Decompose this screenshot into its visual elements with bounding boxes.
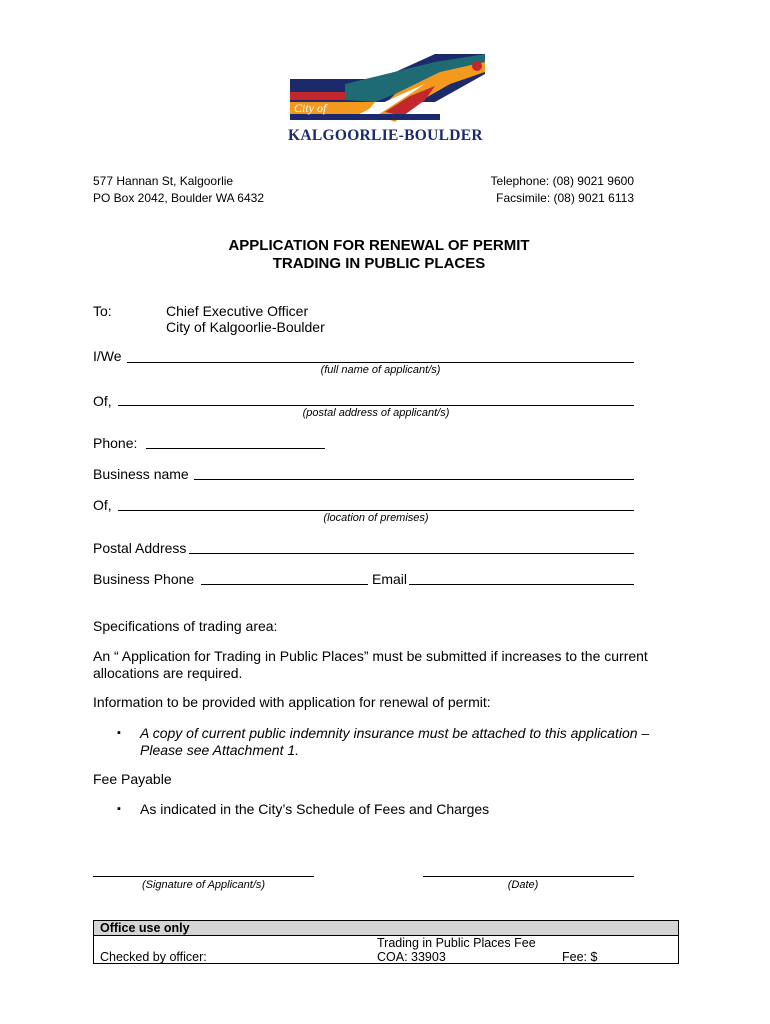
iwe-label: I/We [93,348,122,364]
bullet-marker: ▪ [117,727,121,739]
checked-by-officer: Checked by officer: [100,950,207,964]
facsimile: Facsimile: (08) 9021 6113 [496,191,634,205]
phone-field[interactable] [146,448,325,449]
email-label: Email [372,571,408,587]
po-box: PO Box 2042, Boulder WA 6432 [93,191,264,205]
spec-note: An “ Application for Trading in Public Places” must be submitted if increases to the current allocations are required. [93,648,648,681]
fee-note: As indicated in the City’s Schedule of Fees and Charges [140,801,490,817]
form-title-line2: TRADING IN PUBLIC PLACES [272,255,486,272]
of-label: Of, [93,393,112,409]
telephone: Telephone: (08) 9021 9600 [490,174,634,188]
info-label: Information to be provided with application for renewal of permit: [93,694,491,710]
logo-script-text: City of [294,101,327,115]
of-premises-label: Of, [93,497,112,513]
signature-hint: (Signature of Applicant/s) [141,879,266,891]
premises-location-field[interactable] [118,510,634,511]
spec-label: Specifications of trading area: [93,618,278,634]
business-phone-field[interactable] [201,584,368,585]
signature-field[interactable] [93,876,314,877]
insurance-requirement: A copy of current public indemnity insurance must be attached to this application – Please see Attachment 1. [140,725,650,758]
applicant-name-hint: (full name of applicant/s) [320,364,441,376]
email-field[interactable] [409,584,634,585]
bullet-marker: ▪ [117,803,121,815]
applicant-name-field[interactable] [127,362,634,363]
trading-fee-label: Trading in Public Places Fee [377,936,536,950]
coa-code: COA: 33903 [377,950,446,964]
street-address: 577 Hannan St, Kalgoorlie [93,174,234,188]
postal-address-field[interactable] [189,553,634,554]
date-hint: (Date) [507,879,539,891]
office-use-box [93,920,679,964]
phone-label: Phone: [93,435,138,451]
business-name-field[interactable] [194,479,634,480]
to-label: To: [93,303,112,319]
address-left [93,173,264,207]
logo-name-text: KALGOORLIE-BOULDER [288,127,483,144]
fee-payable-label: Fee Payable [93,771,172,787]
business-phone-label: Business Phone [93,571,195,587]
address-right [480,173,634,207]
premises-location-hint: (location of premises) [323,512,429,524]
postal-address-hint: (postal address of applicant/s) [302,407,450,419]
date-field[interactable] [423,876,634,877]
postal-address-of-applicant-field[interactable] [118,405,634,406]
to-recipient-line2: City of Kalgoorlie-Boulder [166,319,325,335]
form-title-line1: APPLICATION FOR RENEWAL OF PERMIT [228,237,530,254]
business-name-label: Business name [93,466,189,482]
postal-address-label: Postal Address [93,540,187,556]
to-recipient-line1: Chief Executive Officer [166,303,309,319]
office-use-heading: Office use only [94,921,678,936]
fee-amount: Fee: $ [562,950,598,964]
